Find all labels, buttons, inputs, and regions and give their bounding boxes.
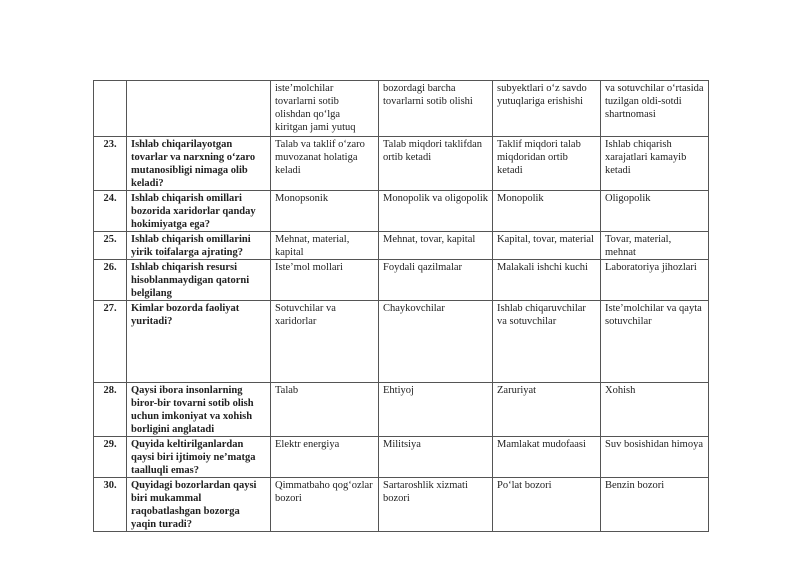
answer-c: Ishlab chiqaruvchilar va sotuvchilar: [493, 301, 601, 383]
question-number: 23.: [94, 137, 127, 191]
answer-d: Iste’molchilar va qayta sotuvchilar: [601, 301, 709, 383]
answer-a: Qimmatbaho qog‘ozlar bozori: [271, 478, 379, 532]
answer-c: Taklif miqdori talab miqdoridan ortib ketadi: [493, 137, 601, 191]
answer-a: Talab va taklif o‘zaro muvozanat holatiga keladi: [271, 137, 379, 191]
answer-c: Po‘lat bozori: [493, 478, 601, 532]
table-row: [94, 232, 709, 260]
answer-c: Kapital, tovar, material: [493, 232, 601, 260]
answer-b: Chaykovchilar: [379, 301, 493, 383]
question-text: Quyidagi bozorlardan qaysi biri mukammal raqobatlashgan bozorga yaqin turadi?: [127, 478, 271, 532]
table-row: [94, 301, 709, 383]
answer-a: iste’molchilar tovarlarni sotib olishdan qo‘lga kiritgan jami yutuq: [271, 81, 379, 137]
question-text: Ishlab chiqarish omillarini yirik toifalarga ajrating?: [127, 232, 271, 260]
answer-b: Militsiya: [379, 437, 493, 478]
answer-b: bozordagi barcha tovarlarni sotib olishi: [379, 81, 493, 137]
question-number: 28.: [94, 383, 127, 437]
answer-d: Xohish: [601, 383, 709, 437]
answer-c: Malakali ishchi kuchi: [493, 260, 601, 301]
answer-c: Monopolik: [493, 191, 601, 232]
question-number: 25.: [94, 232, 127, 260]
table-row: [94, 81, 709, 137]
question-number: [94, 81, 127, 137]
answer-d: Laboratoriya jihozlari: [601, 260, 709, 301]
table-row: [94, 191, 709, 232]
question-text: Ishlab chiqarish omillari bozorida xaridorlar qanday hokimiyatga ega?: [127, 191, 271, 232]
quiz-table: [93, 80, 709, 532]
question-number: 26.: [94, 260, 127, 301]
answer-d: Ishlab chiqarish xarajatlari kamayib ketadi: [601, 137, 709, 191]
question-number: 29.: [94, 437, 127, 478]
question-text: Ishlab chiqarish resursi hisoblanmaydigan qatorni belgilang: [127, 260, 271, 301]
question-number: 27.: [94, 301, 127, 383]
answer-b: Monopolik va oligopolik: [379, 191, 493, 232]
answer-d: va sotuvchilar o‘rtasida tuzilgan oldi-sotdi shartnomasi: [601, 81, 709, 137]
answer-d: Oligopolik: [601, 191, 709, 232]
table-row: [94, 260, 709, 301]
answer-b: Ehtiyoj: [379, 383, 493, 437]
answer-c: Mamlakat mudofaasi: [493, 437, 601, 478]
answer-a: Elektr energiya: [271, 437, 379, 478]
answer-d: Suv bosishidan himoya: [601, 437, 709, 478]
question-text: Kimlar bozorda faoliyat yuritadi?: [127, 301, 271, 383]
answer-a: Iste’mol mollari: [271, 260, 379, 301]
answer-a: Mehnat, material, kapital: [271, 232, 379, 260]
answer-c: subyektlari o‘z savdo yutuqlariga erishishi: [493, 81, 601, 137]
table-row: [94, 478, 709, 532]
table-row: [94, 137, 709, 191]
table-row: [94, 437, 709, 478]
answer-a: Talab: [271, 383, 379, 437]
answer-b: Talab miqdori taklifdan ortib ketadi: [379, 137, 493, 191]
question-text: Ishlab chiqarilayotgan tovarlar va narxning o‘zaro mutanosibligi nimaga olib keladi?: [127, 137, 271, 191]
answer-d: Tovar, material, mehnat: [601, 232, 709, 260]
answer-a: Sotuvchilar va xaridorlar: [271, 301, 379, 383]
answer-d: Benzin bozori: [601, 478, 709, 532]
question-text: [127, 81, 271, 137]
answer-a: Monopsonik: [271, 191, 379, 232]
question-text: Qaysi ibora insonlarning biror-bir tovarni sotib olish uchun imkoniyat va xohish borligini anglatadi: [127, 383, 271, 437]
table-row: [94, 383, 709, 437]
answer-b: Foydali qazilmalar: [379, 260, 493, 301]
answer-b: Mehnat, tovar, kapital: [379, 232, 493, 260]
question-number: 24.: [94, 191, 127, 232]
answer-c: Zaruriyat: [493, 383, 601, 437]
question-text: Quyida keltirilganlardan qaysi biri ijtimoiy ne’matga taalluqli emas?: [127, 437, 271, 478]
question-number: 30.: [94, 478, 127, 532]
answer-b: Sartaroshlik xizmati bozori: [379, 478, 493, 532]
